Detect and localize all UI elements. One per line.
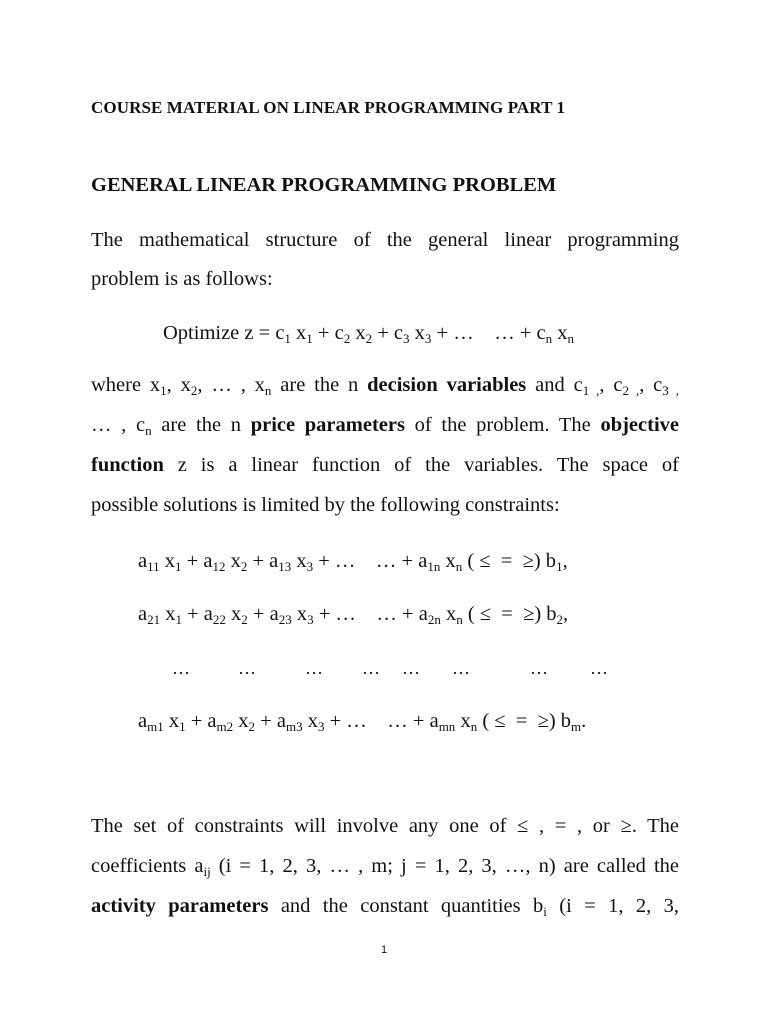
objective-equation: Optimize $z = c_1$ $x_1 + c_2$ $x_2 + c_3$ $x_3$ + … … + $c_n$ $x_n$ [163,322,574,346]
term-price-parameters: price parameters [250,414,405,436]
para2-line-1: where $x_1$, $x_2$, … , $x_n$ are the n decision variables and $c_{1 ,}$, $c_{2 ,}$, $c_{3 ,}$ [91,374,679,398]
intro-line-2: problem is as follows: [91,268,273,290]
para2-line-3: function z is a linear function of the variables. The space of [91,454,679,476]
para2-line-4: possible solutions is limited by the following constraints: [91,494,560,516]
term-activity-parameters: activity parameters [91,895,269,917]
document-page: COURSE MATERIAL ON LINEAR PROGRAMMING PART 1 GENERAL LINEAR PROGRAMMING PROBLEM The mathematical structure of the general linear programming problem is as follows: Optimize $z = c_1$ $x_1 + c_2$ $x_2 + c_3$ $x_3$ + … … + $c_n$ $x_n$ where $x_1$, $x_2$, … , $x_n$ are the n decision variables and $c_{1 ,}$, $c_{2 ,}$, $c_{3 ,}$ … , $c_n$ are the n price parameters of the problem. The objective function z is a linear function of the variables. The space of possible solutions is limited by the following constraints: $a_{11}$ $x_1 + a_{12}$ $x_2 + a_{13}$ $x_3$ + … … + $a_{1n}$ $x_n$ ( ≤ = ≥) $b_1$, $a_{21}$ $x_1 + a_{22}$ $x_2 + a_{23}$ $x_3$ + … … + $a_{2n}$ $x_n$ ( ≤ = ≥) $b_2$, … … … … … … … … $a_{m1}$ $x_1 + a_{m2}$ $x_2 + a_{m3}$ $x_3$ + … … + $a_{mn}$ $x_n$ ( ≤ = ≥) $b_m$. The set of constraints will involve any one of ≤ , = , or ≥. The coefficients $a_{ij}$ (i = 1, 2, 3, … , m; j = 1, 2, 3, …, n) are called the activity parameters and the constant quantities $b_i$ (i = 1, 2, 3, 1 [0,0,768,1024]
para3-line-3: activity parameters and the constant quantities $b_i$ (i = 1, 2, 3, [91,895,679,919]
constraint-2: $a_{21}$ $x_1 + a_{22}$ $x_2 + a_{23}$ $x_3$ + … … + $a_{2n}$ $x_n$ ( ≤ = ≥) $b_2$, [138,603,569,627]
course-title: COURSE MATERIAL ON LINEAR PROGRAMMING PART 1 [91,98,566,117]
section-title: GENERAL LINEAR PROGRAMMING PROBLEM [91,174,557,196]
constraint-m: $a_{m1}$ $x_1 + a_{m2}$ $x_2 + a_{m3}$ $x_3$ + … … + $a_{mn}$ $x_n$ ( ≤ = ≥) $b_m$. [138,710,587,734]
term-decision-variables: decision variables [367,374,527,396]
intro-line-1: The mathematical structure of the general linear programming [91,229,679,251]
para3-line-2: coefficients $a_{ij}$ (i = 1, 2, 3, … , m; j = 1, 2, 3, …, n) are called the [91,855,679,879]
para2-line-2: … , $c_n$ are the n price parameters of the problem. The objective [91,414,679,438]
term-function: function [91,454,164,476]
page-number: 1 [380,944,388,956]
para3-line-1: The set of constraints will involve any one of ≤ , = , or ≥. The [91,815,679,837]
term-objective: objective [600,414,679,436]
constraint-1: $a_{11}$ $x_1 + a_{12}$ $x_2 + a_{13}$ $x_3$ + … … + $a_{1n}$ $x_n$ ( ≤ = ≥) $b_1$, [138,550,568,574]
